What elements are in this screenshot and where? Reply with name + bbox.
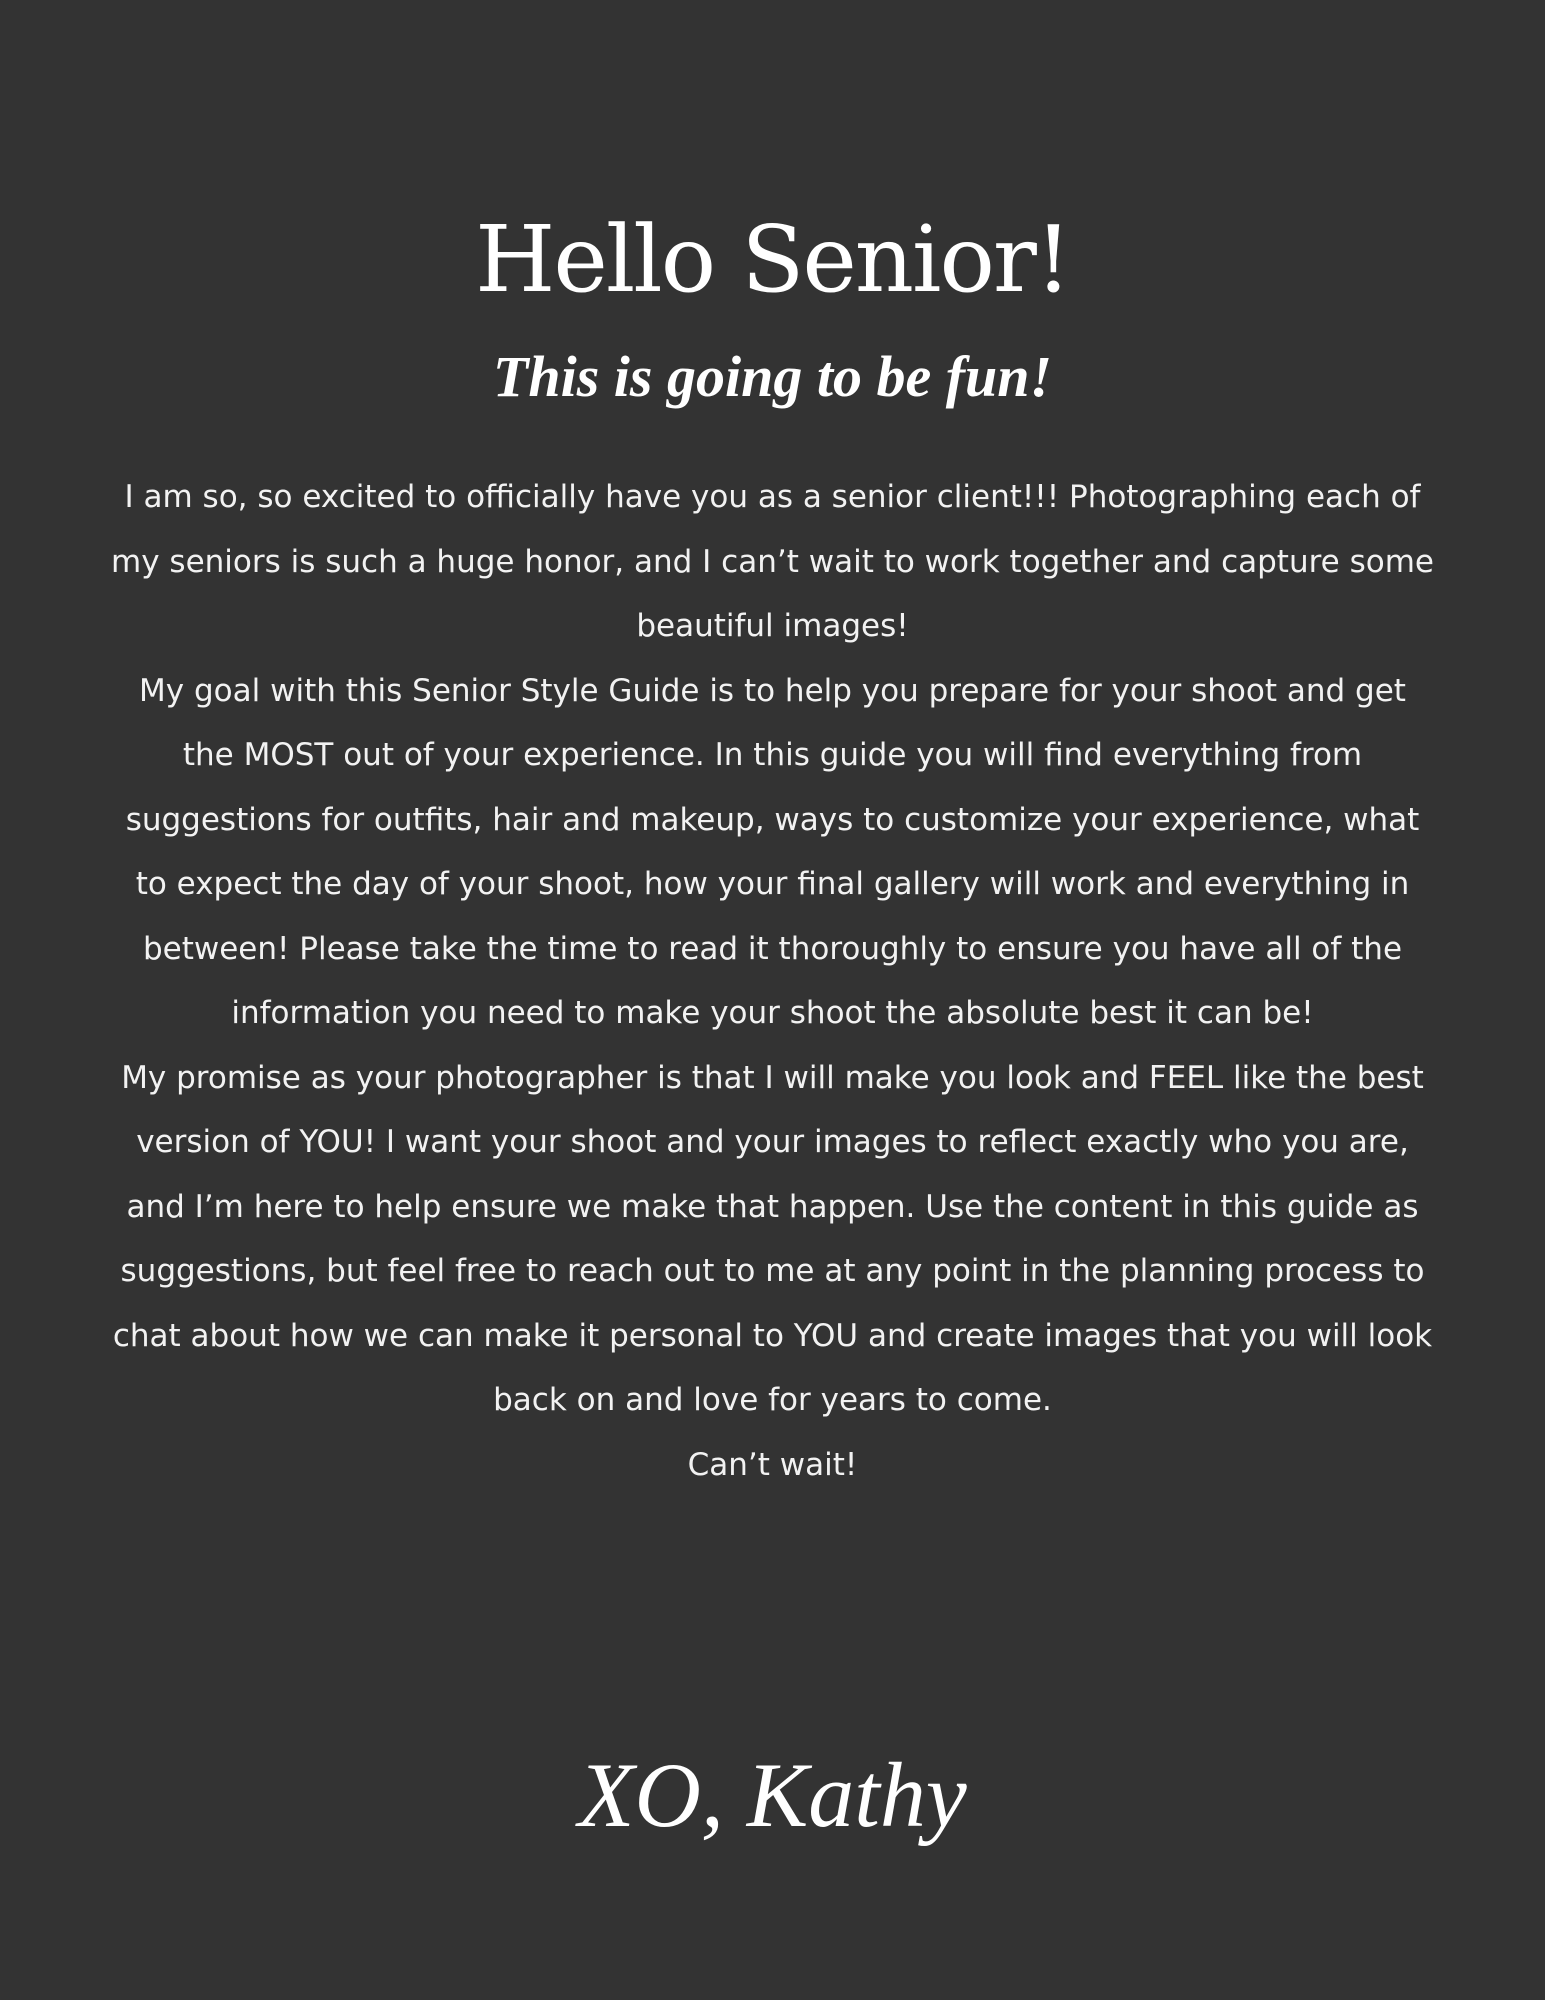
letter-paragraph-promise: My promise as your photographer is that I will make you look and FEEL like the best version of YOU! I want your shoot and your images to reflect exactly who you are, and I’m here to help ensure we make that happen. Use the content in this guide as suggestions, but feel free to reach out to me at any point in the planning process to chat about how we can make it personal to YOU and create images that you will look back on and love for years to come. bbox=[112, 1059, 1433, 1418]
letter-paragraph-intro: I am so, so excited to officially have you as a senior client!!! Photographing each of my seniors is such a huge honor, and I can’t wait to work together and capture some beautiful images! bbox=[111, 479, 1434, 644]
page-subtitle: This is going to be fun! bbox=[492, 344, 1053, 409]
letter-paragraph-closing: Can’t wait! bbox=[687, 1446, 858, 1483]
page-title: Hello Senior! bbox=[475, 206, 1070, 313]
signature: XO, Kathy bbox=[578, 1744, 967, 1846]
letter-body bbox=[110, 465, 1435, 1497]
letter-paragraph-goal: My goal with this Senior Style Guide is to help you prepare for your shoot and get the MOST out of your experience. In this guide you will find everything from suggestions for outfits, hair and makeup, ways to customize your experience, what to expect the day of your shoot, how your final gallery will work and everything in between! Please take the time to read it thoroughly to ensure you have all of the information you need to make your shoot the absolute best it can be! bbox=[125, 672, 1420, 1031]
